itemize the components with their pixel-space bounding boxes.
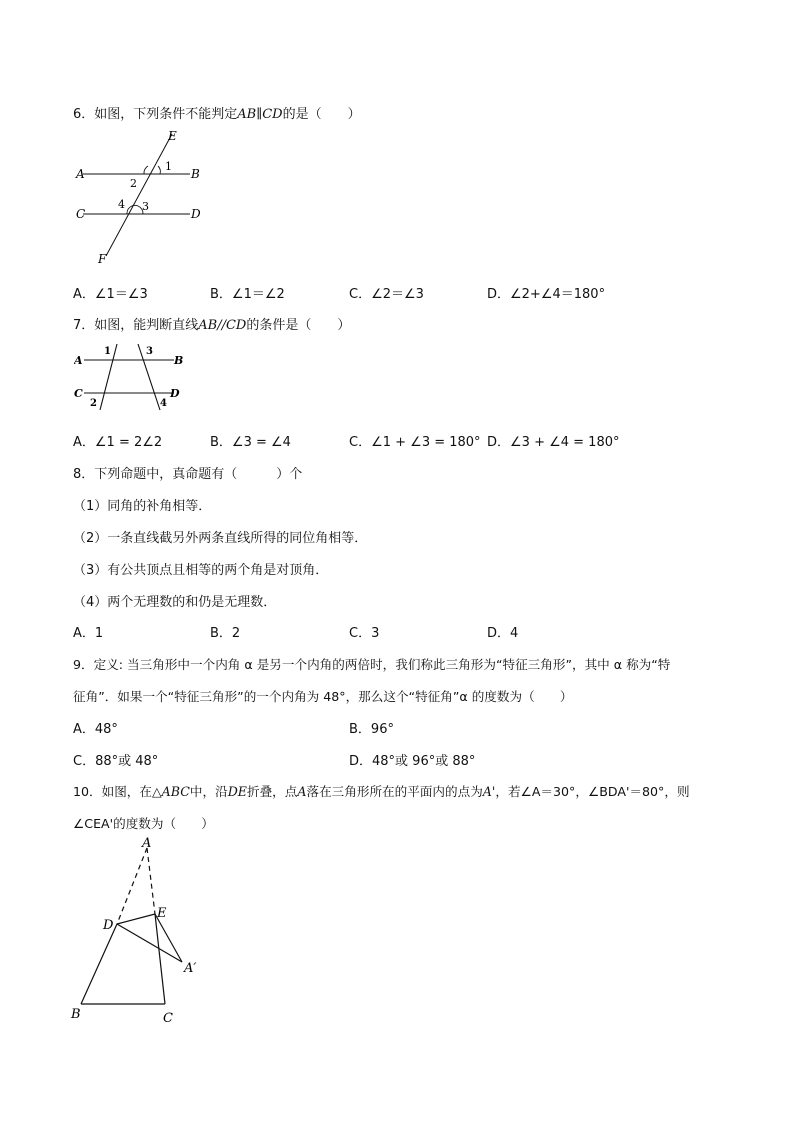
q6-label-b: B (191, 167, 200, 181)
q10-label-a: A (142, 836, 152, 851)
q6-label-d: D (191, 207, 201, 221)
q7-option-c[interactable]: C．∠1 + ∠3 = 180° (349, 435, 481, 450)
q8-option-c[interactable]: C．3 (349, 626, 380, 641)
q10-da-prime (117, 924, 182, 962)
q6-option-d[interactable]: D．∠2+∠4＝180° (487, 287, 606, 302)
q8-item-4: （4）两个无理数的和仍是无理数． (73, 595, 277, 610)
q10-math-de: DE (227, 784, 247, 799)
q10-line-2: ∠CEA'的度数为（ ） (73, 816, 214, 831)
q6-label-4: 4 (118, 198, 125, 211)
q10-fold-de (117, 914, 155, 924)
q6-label-e: E (168, 129, 177, 143)
q6-stem-math: AB∥CD (237, 107, 283, 122)
q7-label-b: B (174, 354, 184, 367)
q8-option-a[interactable]: A．1 (73, 626, 104, 641)
q6-label-c: C (76, 207, 86, 221)
q10-line-1 (73, 781, 690, 800)
q10-text-d: 落在三角形所在的平面内的点为 (306, 784, 483, 799)
q8-option-b[interactable]: B．2 (210, 626, 241, 641)
q7-label-a: A (74, 354, 83, 367)
q10-figure (68, 836, 218, 1031)
q7-option-b[interactable]: B．∠3 = ∠4 (210, 435, 291, 450)
q9-option-a[interactable]: A．48° (73, 722, 118, 737)
q9-option-c[interactable]: C．88°或 48° (73, 754, 159, 769)
q6-label-f: F (98, 252, 107, 266)
q7-stem (73, 314, 350, 333)
q6-arc-1 (158, 166, 160, 174)
q8-option-d[interactable]: D．4 (487, 626, 519, 641)
q10-dashed-ae (147, 848, 155, 914)
q9-option-b[interactable]: B．96° (349, 722, 394, 737)
q6-label-2: 2 (130, 177, 137, 190)
q6-label-1: 1 (165, 160, 172, 173)
q10-text-a: 10．如图，在 (73, 784, 152, 799)
q9-line-1: 9．定义: 当三角形中一个内角 α 是另一个内角的两倍时，我们称此三角形为“特征三角形”，其中 α 称为“特 (73, 657, 671, 672)
q10-dashed-ad (117, 848, 147, 924)
q6-option-c[interactable]: C．∠2＝∠3 (349, 287, 424, 302)
q6-label-3: 3 (142, 200, 149, 213)
q10-math-a: A (297, 784, 307, 799)
q10-text-c: 折叠，点 (246, 784, 298, 799)
q6-option-a[interactable]: A．∠1＝∠3 (73, 287, 148, 302)
q10-label-e: E (157, 906, 167, 921)
q6-option-b[interactable]: B．∠1＝∠2 (210, 287, 285, 302)
q10-math-abc: △ABC (152, 784, 190, 799)
q7-label-3: 3 (146, 346, 153, 357)
q6-stem (73, 103, 361, 122)
q9-line-2: 征角”．如果一个“特征三角形”的一个内角为 48°，那么这个“特征角”α 的度数为（ ） (73, 689, 573, 704)
q7-label-1: 1 (104, 346, 111, 357)
q6-arc-2 (144, 166, 148, 174)
q10-label-b: B (71, 1007, 81, 1022)
q10-side-db (81, 924, 117, 1004)
q8-item-2: （2）一条直线截另外两条直线所得的同位角相等． (73, 531, 368, 546)
q6-stem-a: 6．如图，下列条件不能判定 (73, 107, 238, 122)
q8-item-3: （3）有公共顶点且相等的两个角是对顶角． (73, 563, 329, 578)
q10-text-e: ，若∠A＝30°，∠BDA'＝80°，则 (495, 784, 690, 799)
q7-label-d: D (170, 387, 180, 400)
q7-stem-b: 的条件是（ ） (246, 318, 351, 333)
q7-option-a[interactable]: A．∠1 = 2∠2 (73, 435, 163, 450)
q10-label-c: C (163, 1011, 173, 1026)
q6-label-a: A (76, 167, 85, 181)
q9-option-d[interactable]: D．48°或 96°或 88° (349, 754, 476, 769)
q7-label-2: 2 (90, 398, 97, 409)
q10-text-b: 中，沿 (189, 784, 228, 799)
q6-line-ef (106, 134, 172, 256)
q8-item-1: （1）同角的补角相等． (73, 499, 212, 514)
q7-stem-a: 7．如图，能判断直线 (73, 318, 199, 333)
q8-stem: 8．下列命题中，真命题有（ ）个 (73, 467, 303, 482)
q10-label-d: D (103, 918, 114, 933)
q7-label-4: 4 (160, 398, 167, 409)
q10-math-a-prime: A' (482, 784, 496, 799)
q7-option-d[interactable]: D．∠3 + ∠4 = 180° (487, 435, 620, 450)
q10-label-a-prime: A′ (184, 961, 197, 976)
q7-figure (74, 340, 194, 415)
q6-stem-b: 的是（ ） (282, 107, 361, 122)
q10-side-ec (155, 914, 165, 1004)
q6-figure (74, 128, 214, 268)
q7-label-c: C (74, 387, 83, 400)
q7-stem-math: AB//CD (198, 318, 247, 333)
